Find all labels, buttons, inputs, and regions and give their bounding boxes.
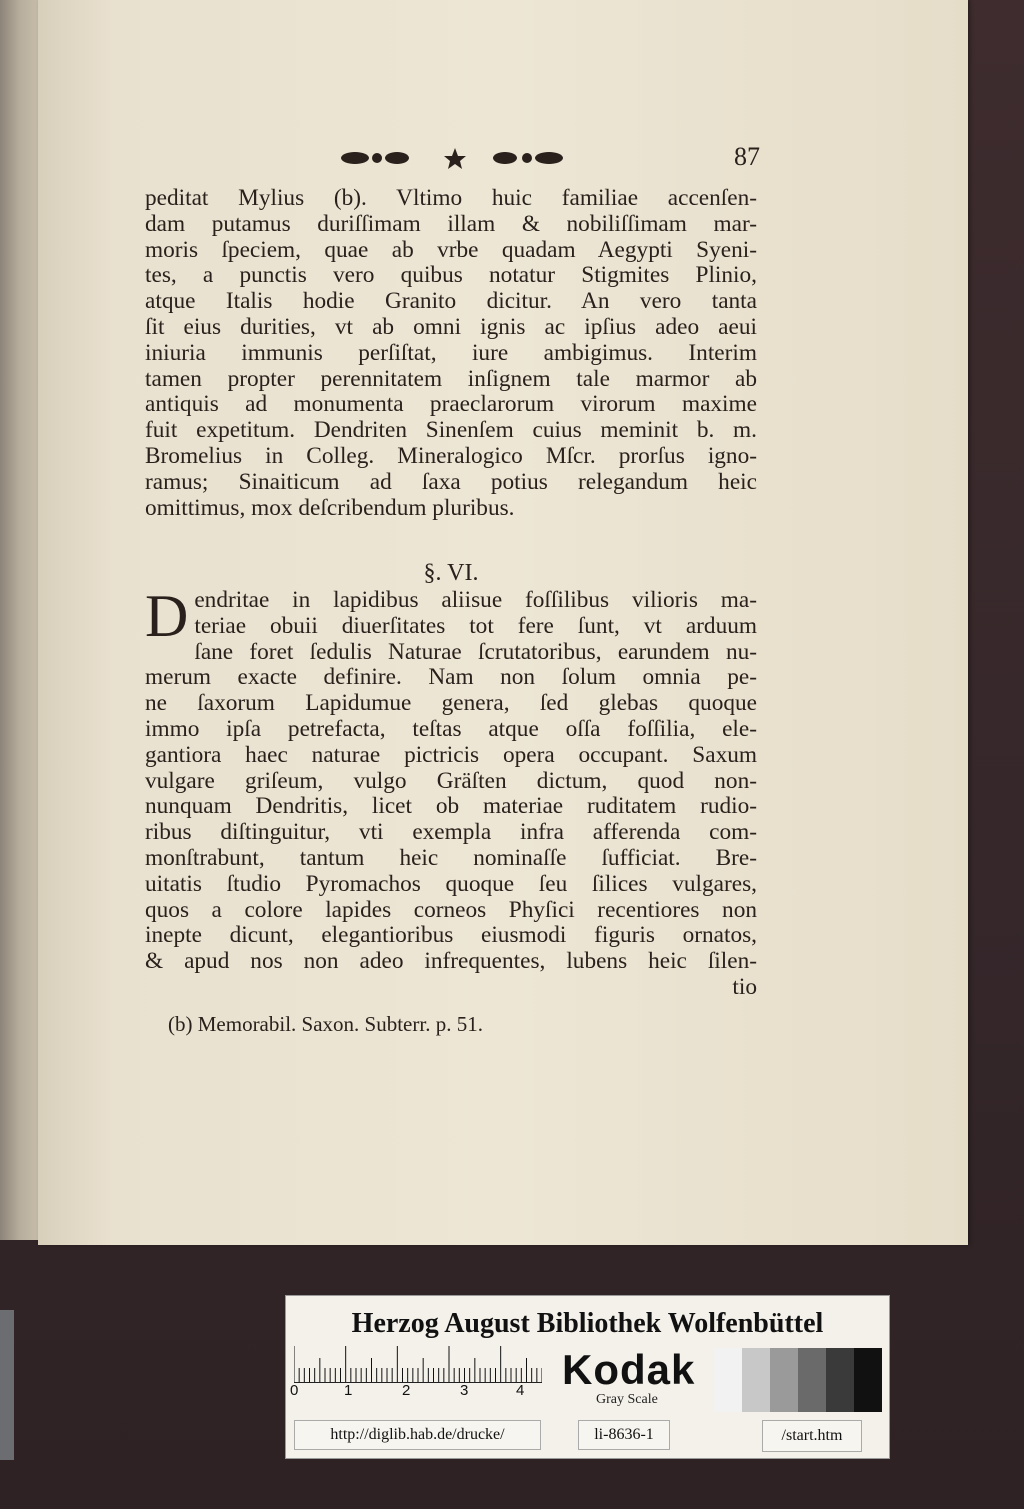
section-heading: §. VI. xyxy=(423,560,479,586)
paragraph-1 xyxy=(145,186,757,521)
text-line: inepte dicunt, elegantioribus eiusmodi figuris ornatos, xyxy=(145,923,757,949)
url-field: http://diglib.hab.de/drucke/ xyxy=(294,1420,541,1450)
text-line: ne ſaxorum Lapidumue genera, ſed glebas quoque xyxy=(145,691,757,717)
gray-patch xyxy=(798,1348,827,1412)
gray-patch xyxy=(826,1348,855,1412)
text-line: & apud nos non adeo infrequentes, lubens heic ſilen- xyxy=(145,949,757,975)
ruler-number: 4 xyxy=(516,1382,525,1399)
gray-scale-label: Gray Scale xyxy=(596,1392,658,1407)
start-field: /start.htm xyxy=(762,1420,862,1452)
text-line: quos a colore lapides corneos Phyſici recentiores non xyxy=(145,897,757,923)
text-line: moris ſpeciem, quae ab vrbe quadam Aegypti Syeni- xyxy=(145,237,757,263)
ruler-number: 1 xyxy=(344,1382,353,1399)
drop-cap: D xyxy=(145,583,189,649)
library-label xyxy=(285,1295,890,1459)
gray-patch xyxy=(854,1348,882,1412)
ruler-number: 3 xyxy=(460,1382,469,1399)
text-line: ramus; Sinaiticum ad ſaxa potius relegandum heic xyxy=(145,469,757,495)
gray-scale-patches xyxy=(714,1348,882,1412)
measurement-ruler xyxy=(294,1346,542,1383)
text-line: Bromelius in Colleg. Mineralogico Mſcr. prorſus igno- xyxy=(145,443,757,469)
text-line: uitatis ſtudio Pyromachos quoque ſeu ſilices vulgares, xyxy=(145,871,757,897)
text-line: iniuria immunis perſiſtat, iure ambigimus. Interim xyxy=(145,340,757,366)
text-line: teriae obuii diuerſitates tot fere ſunt, vt arduum xyxy=(194,613,757,639)
ruler-number: 0 xyxy=(290,1382,299,1399)
gray-patch xyxy=(742,1348,771,1412)
ruler-numbers xyxy=(290,1382,530,1402)
text-line: endritae in lapidibus aliisue foſſilibus vilioris ma- xyxy=(194,588,757,613)
gray-patch xyxy=(770,1348,799,1412)
text-line: merum exacte definire. Nam non ſolum omnia pe- xyxy=(145,665,757,691)
shelfmark-field: li-8636-1 xyxy=(578,1420,670,1450)
page-number: 87 xyxy=(734,142,760,171)
gray-patch xyxy=(714,1348,743,1412)
text-line: tes, a punctis vero quibus notatur Stigmites Plinio, xyxy=(145,263,757,289)
text-line: ſane foret ſedulis Naturae ſcrutatoribus, earundem nu- xyxy=(194,639,757,665)
text-line: antiquis ad monumenta praeclarorum virorum maxime xyxy=(145,392,757,418)
text-line: omittimus, mox deſcribendum pluribus. xyxy=(145,495,515,521)
binder-strip xyxy=(0,1310,14,1460)
text-line: nunquam Dendritis, licet ob materiae ruditatem rudio- xyxy=(145,794,757,820)
catchword: tio xyxy=(732,974,757,1000)
text-line: ſit eius durities, vt ab omni ignis ac ipſius adeo aeui xyxy=(145,314,757,340)
text-line: immo ipſa petrefacta, teſtas atque oſſa foſſilia, ele- xyxy=(145,716,757,742)
text-line: peditat Mylius (b). Vltimo huic familiae accenſen- xyxy=(145,186,757,211)
page-header xyxy=(140,138,760,178)
footnote: (b) Memorabil. Saxon. Subterr. p. 51. xyxy=(168,1012,483,1036)
text-line: ribus diſtinguitur, vti exempla infra afferenda com- xyxy=(145,820,757,846)
text-line: fuit expetitum. Dendriten Sinenſem cuius meminit b. m. xyxy=(145,418,757,444)
text-line: atque Italis hodie Granito dicitur. An vero tanta xyxy=(145,289,757,315)
text-line: gantiora haec naturae pictricis opera occupant. Saxum xyxy=(145,742,757,768)
text-line: monſtrabunt, tantum heic nominaſſe ſufficiat. Bre- xyxy=(145,845,757,871)
paragraph-2 xyxy=(145,583,757,1001)
ruler-number: 2 xyxy=(402,1382,411,1399)
library-title: Herzog August Bibliothek Wolfenbüttel xyxy=(351,1308,824,1339)
text-line: tamen propter perennitatem inſignem tale marmor ab xyxy=(145,366,757,392)
text-line: dam putamus duriſſimam illam & nobiliſſimam mar- xyxy=(145,211,757,237)
kodak-logo: Kodak xyxy=(562,1346,696,1393)
text-line: vulgare griſeum, vulgo Gräſten dictum, quod non- xyxy=(145,768,757,794)
header-ornament xyxy=(335,146,575,170)
